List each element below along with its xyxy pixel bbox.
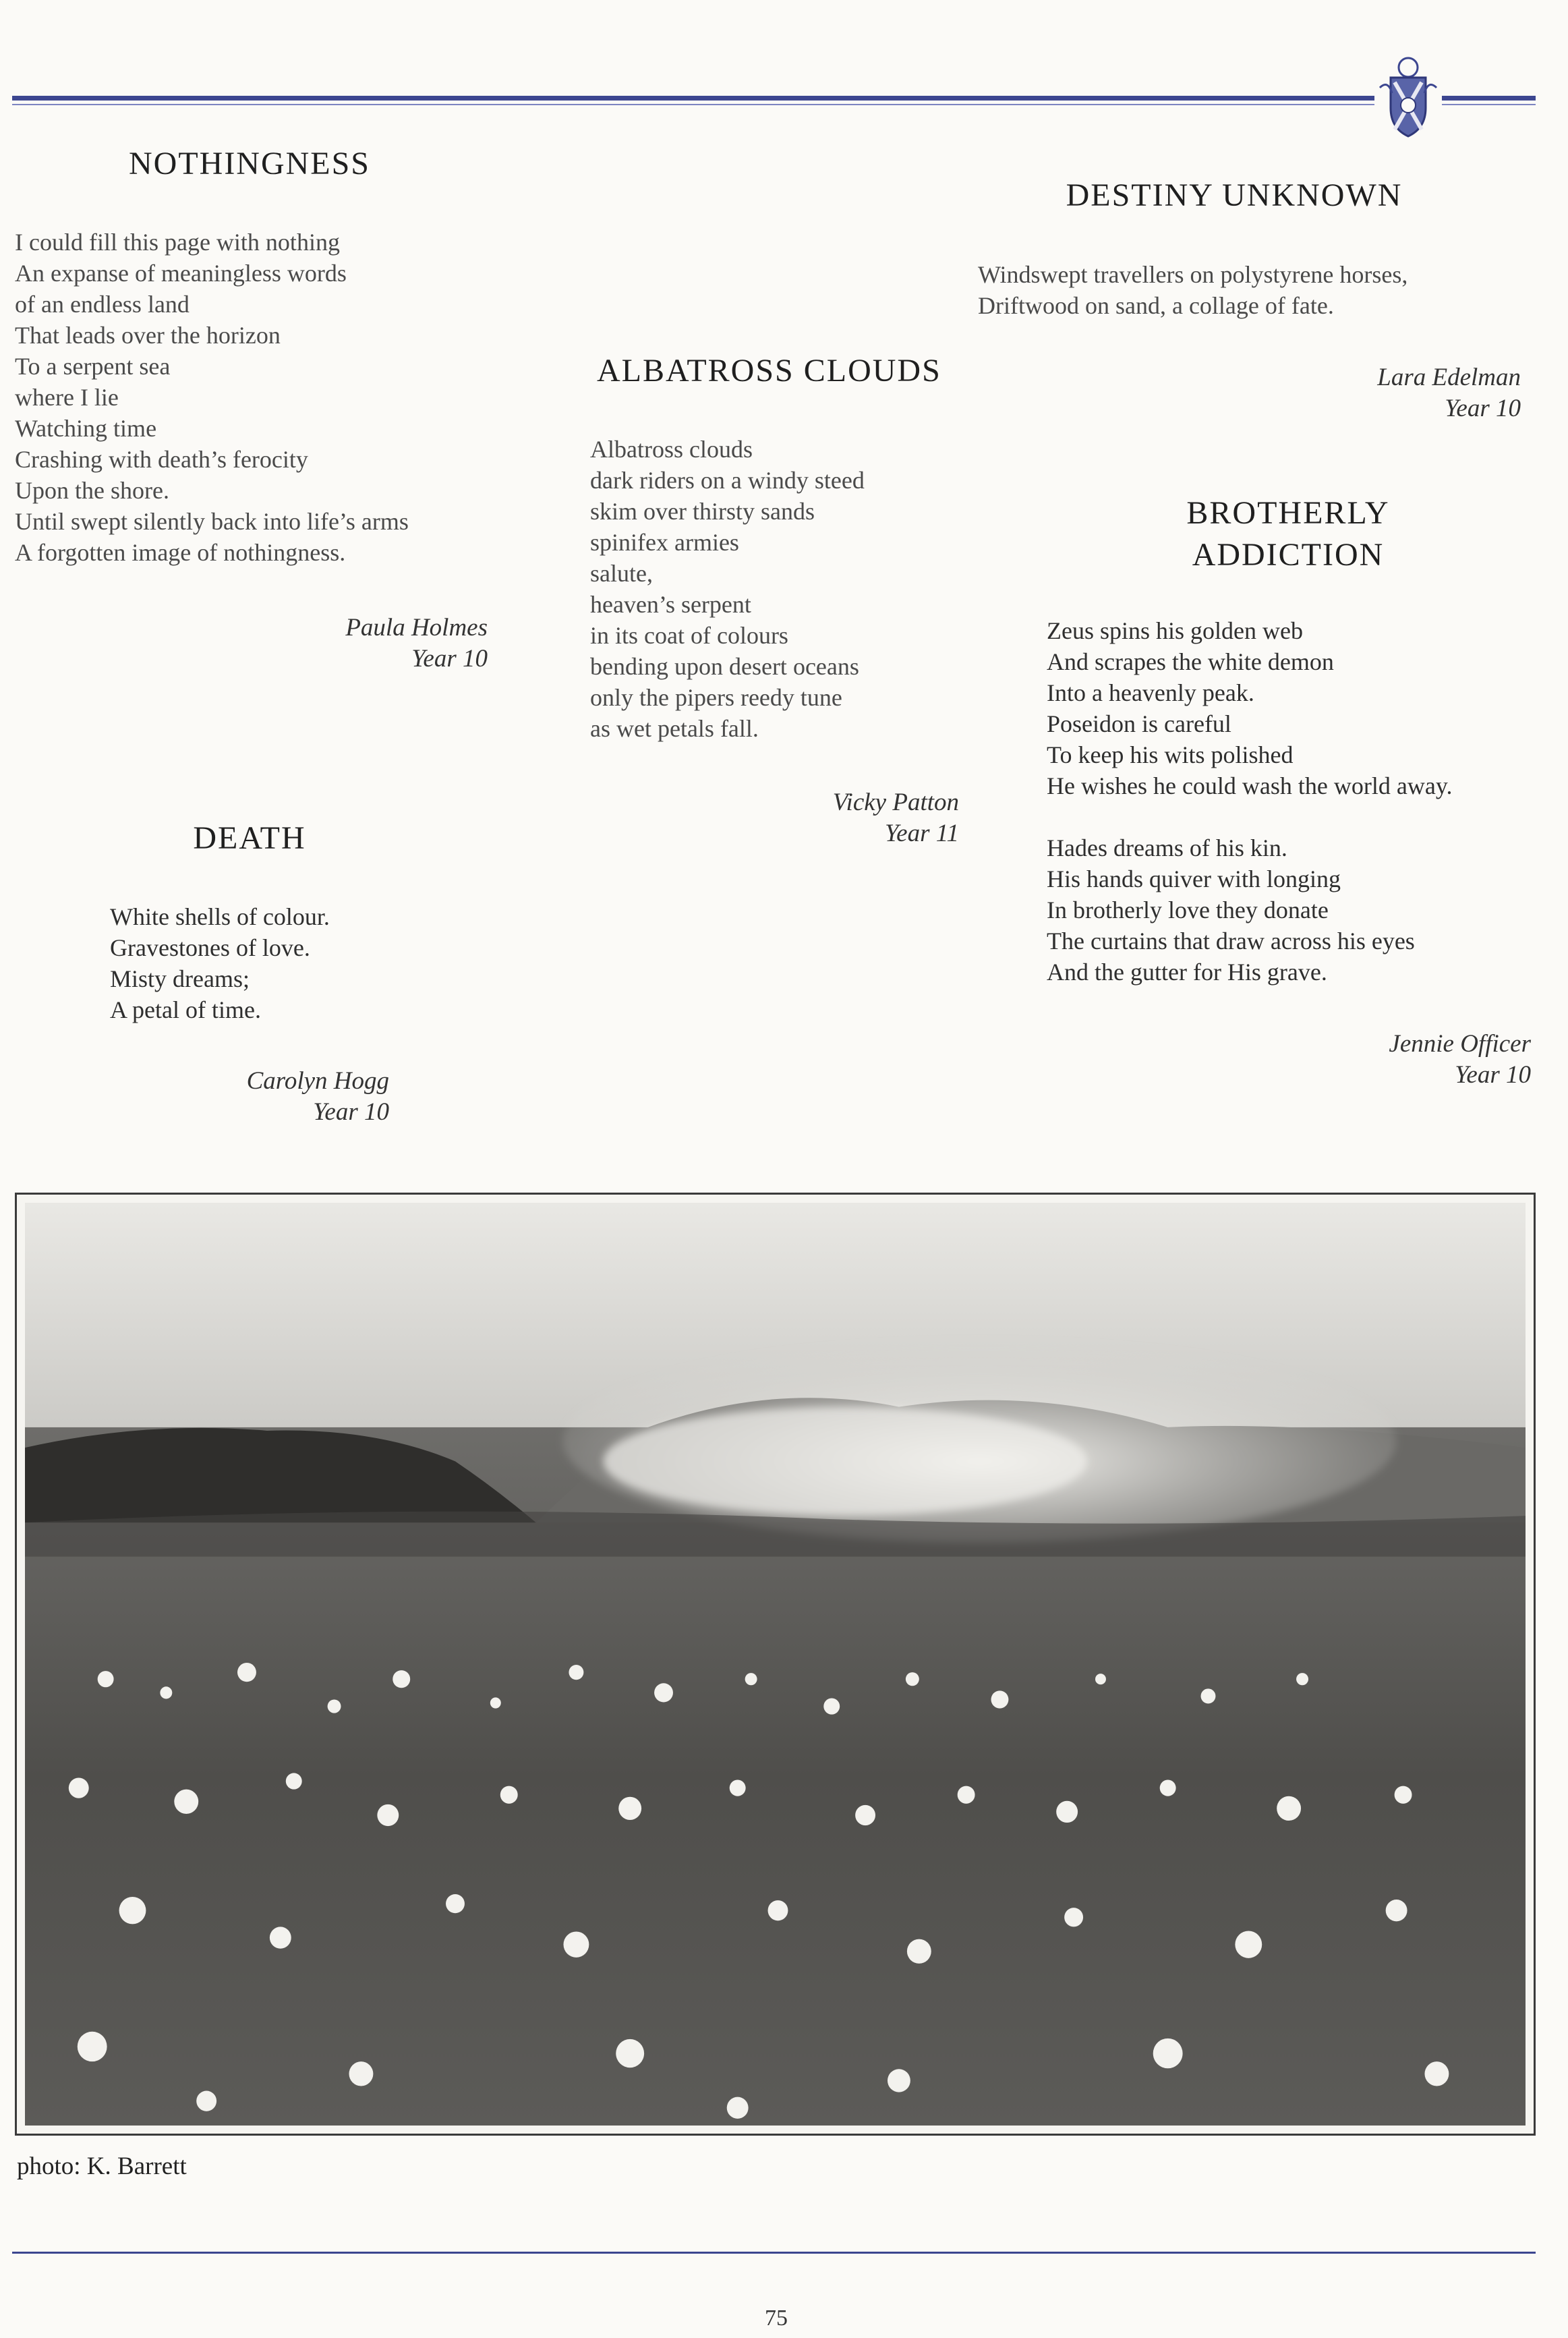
poem-line: Until swept silently back into life’s arms [15,508,409,535]
author-death [169,1066,389,1128]
poem-line: Poseidon is careful [1047,710,1231,737]
poem-line: where I lie [15,384,119,411]
poem-body-albatross-clouds [590,434,865,744]
poem-line: only the pipers reedy tune [590,684,842,711]
photo-frame [15,1193,1536,2136]
author-name: Jennie Officer [1389,1030,1531,1058]
poem-line: And scrapes the white demon [1047,648,1334,675]
ocean-wave-photo [25,1203,1526,2126]
author-nothingness [202,612,488,675]
poem-body-nothingness [15,227,409,568]
author-destiny-unknown [1248,362,1521,424]
poem-line: skim over thirsty sands [590,498,815,525]
poem-body-destiny-unknown [978,259,1407,321]
poem-line: spinifex armies [590,529,739,556]
poem-line: I could fill this page with nothing [15,229,340,256]
author-brotherly-addiction [1281,1029,1531,1091]
poem-line: His hands quiver with longing [1047,865,1341,892]
poem-line: dark riders on a windy steed [590,467,865,494]
poem-line: of an endless land [15,291,190,318]
poem-line: To a serpent sea [15,353,171,380]
poem-line: That leads over the horizon [15,322,281,349]
poem-line: A forgotten image of nothingness. [15,539,346,566]
header-rule [12,96,1536,101]
page-number: 75 [765,2306,788,2331]
author-year: Year 10 [1455,1061,1531,1089]
poem-line: Crashing with death’s ferocity [15,446,308,473]
poem-line: Upon the shore. [15,477,169,504]
poem-line: Driftwood on sand, a collage of fate. [978,292,1334,319]
author-name: Vicky Patton [832,789,959,816]
footer-rule [12,2252,1536,2254]
poem-line: Into a heavenly peak. [1047,679,1254,706]
author-name: Carolyn Hogg [246,1067,389,1095]
title-line: BROTHERLY [1186,495,1390,531]
photo-caption: photo: K. Barrett [17,2152,187,2180]
poem-line: Windswept travellers on polystyrene horses, [978,261,1408,288]
poem-line: He wishes he could wash the world away. [1047,772,1453,799]
poem-body-death [110,901,330,1025]
poem-title-albatross-clouds: ALBATROSS CLOUDS [597,353,941,389]
author-name: Lara Edelman [1377,364,1521,391]
poem-body-brotherly-addiction [1047,615,1453,988]
poem-line: heaven’s serpent [590,591,751,618]
poem-line: A petal of time. [110,996,261,1023]
poem-line: And the gutter for His grave. [1047,959,1327,986]
poem-line: To keep his wits polished [1047,741,1294,768]
poem-line: Misty dreams; [110,965,250,992]
poem-line: In brotherly love they donate [1047,896,1329,923]
poem-line: Gravestones of love. [110,934,310,961]
poem-line: salute, [590,560,653,587]
author-name: Paula Holmes [345,614,488,641]
author-year: Year 10 [411,645,488,673]
poem-title-destiny-unknown: DESTINY UNKNOWN [1066,177,1403,213]
poem-title-nothingness: NOTHINGNESS [129,146,370,181]
header-rule-thin [12,104,1536,105]
poem-line: bending upon desert oceans [590,653,859,680]
author-year: Year 10 [313,1098,389,1126]
poem-line: White shells of colour. [110,903,330,930]
poem-line: The curtains that draw across his eyes [1047,928,1415,954]
poem-line: Watching time [15,415,157,442]
school-crest-icon [1374,40,1442,142]
title-line: ADDICTION [1192,537,1385,573]
author-year: Year 11 [884,820,959,847]
stanza-break [1047,801,1453,832]
author-year: Year 10 [1445,395,1521,422]
poem-line: as wet petals fall. [590,715,759,742]
poem-title-brotherly-addiction [1106,492,1470,576]
poem-line: Albatross clouds [590,436,753,463]
poem-line: Hades dreams of his kin. [1047,834,1287,861]
author-albatross-clouds [742,787,959,849]
poem-title-death: DEATH [193,820,306,856]
poem-line: An expanse of meaningless words [15,260,347,287]
poem-line: in its coat of colours [590,622,788,649]
poem-line: Zeus spins his golden web [1047,617,1303,644]
